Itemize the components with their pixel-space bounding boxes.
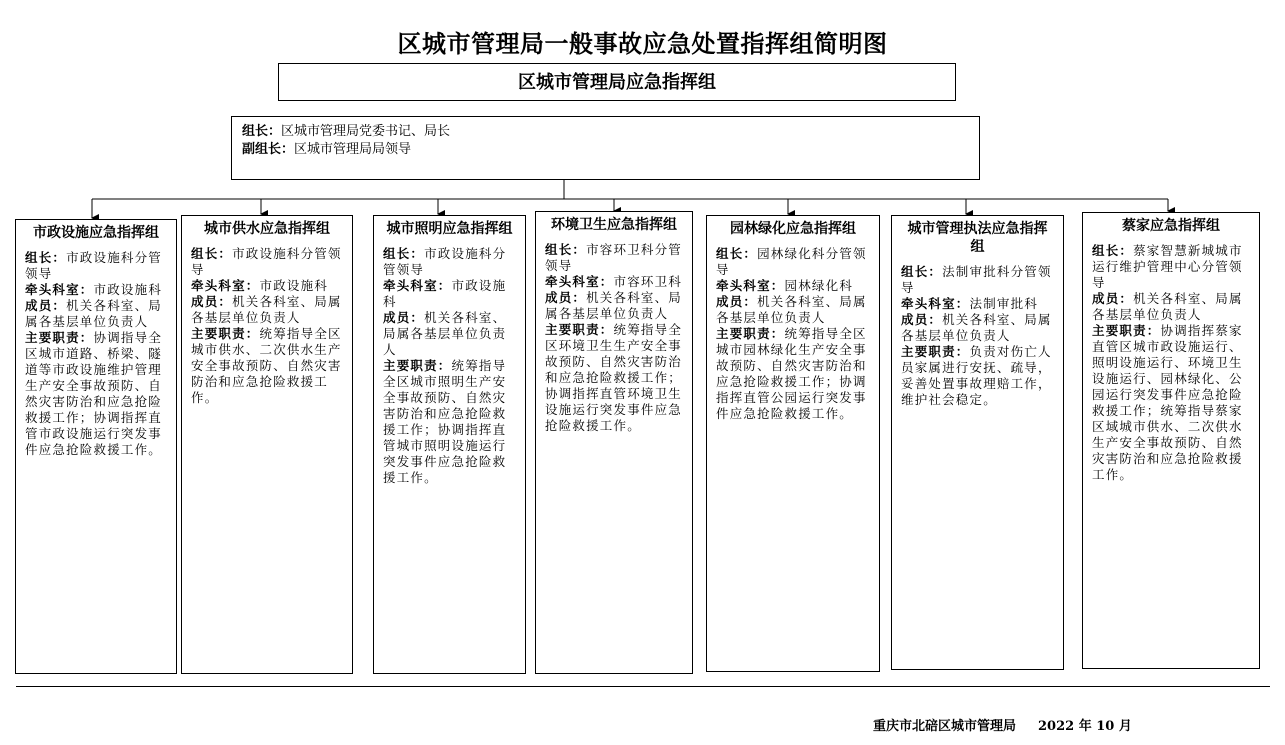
section-label: 主要职责： bbox=[25, 330, 94, 345]
section-label: 牵头科室： bbox=[901, 296, 970, 311]
leader-label: 组长： bbox=[242, 124, 282, 139]
section-text: 法制审批科分管领导 bbox=[901, 264, 1052, 295]
section-text: 统筹指导全区城市供水、二次供水生产安全事故预防、自然灾害防治和应急抢险救援工作。 bbox=[191, 326, 342, 405]
section-text: 统筹指导全区环境卫生生产安全事故预防、自然灾害防治和应急抢险救援工作；协调指挥直管环境卫生设施运行突发事件应急抢险救援工作。 bbox=[545, 322, 683, 433]
section-label: 主要职责： bbox=[1092, 323, 1161, 338]
section-text: 协调指挥蔡家直管区城市政设施运行、照明设施运行、环境卫生设施运行、园林绿化、公园运行突发事件应急抢险救援工作；统筹指导蔡家区域城市供水、二次供水生产安全事故预防、自然灾害防治和应急抢险救援工作。 bbox=[1092, 323, 1243, 482]
group-section bbox=[383, 278, 516, 310]
section-text: 市政设施科 bbox=[93, 282, 163, 297]
group-section bbox=[716, 278, 870, 294]
group-box-caijia bbox=[1082, 212, 1260, 669]
group-title: 园林绿化应急指挥组 bbox=[730, 221, 856, 237]
group-section bbox=[716, 326, 870, 422]
group-box-law-enforcement bbox=[891, 215, 1064, 670]
group-section bbox=[545, 242, 683, 274]
group-section bbox=[383, 246, 516, 278]
section-text: 机关各科室、局属各基层单位负责人 bbox=[901, 312, 1052, 343]
section-text: 市政设施科分管领导 bbox=[191, 246, 342, 277]
group-title: 蔡家应急指挥组 bbox=[1122, 218, 1220, 234]
section-text: 机关各科室、局属各基层单位负责人 bbox=[191, 294, 342, 325]
section-text: 机关各科室、局属各基层单位负责人 bbox=[383, 310, 507, 357]
section-text: 园林绿化科分管领导 bbox=[716, 246, 867, 277]
section-text: 机关各科室、局属各基层单位负责人 bbox=[25, 298, 163, 329]
group-title: 环境卫生应急指挥组 bbox=[551, 217, 677, 233]
section-label: 成员： bbox=[716, 294, 758, 309]
group-section bbox=[191, 278, 343, 294]
group-section bbox=[545, 274, 683, 290]
section-text: 市政设施科分管领导 bbox=[25, 250, 163, 281]
group-section bbox=[191, 246, 343, 278]
section-label: 成员： bbox=[25, 298, 67, 313]
group-section bbox=[191, 294, 343, 326]
section-text: 市容环卫科分管领导 bbox=[545, 242, 683, 273]
section-label: 牵头科室： bbox=[716, 278, 785, 293]
section-label: 主要职责： bbox=[545, 322, 614, 337]
section-text: 负责对伤亡人员家属进行安抚、疏导，妥善处置事故理赔工作，维护社会稳定。 bbox=[901, 344, 1052, 407]
section-text: 蔡家智慧新城城市运行维护管理中心分管领导 bbox=[1092, 243, 1243, 290]
group-section bbox=[545, 322, 683, 434]
group-title: 城市管理执法应急指挥组 bbox=[907, 221, 1048, 255]
group-section bbox=[901, 296, 1054, 312]
section-label: 组长： bbox=[545, 242, 587, 257]
group-section bbox=[716, 294, 870, 326]
section-text: 法制审批科 bbox=[969, 296, 1039, 311]
group-section bbox=[383, 358, 516, 486]
group-section bbox=[25, 298, 167, 330]
section-label: 成员： bbox=[191, 294, 233, 309]
section-label: 成员： bbox=[1092, 291, 1134, 306]
group-title: 城市供水应急指挥组 bbox=[204, 221, 330, 237]
section-label: 牵头科室： bbox=[25, 282, 94, 297]
group-box-lighting bbox=[373, 215, 526, 674]
section-label: 主要职责： bbox=[383, 358, 452, 373]
group-section bbox=[1092, 291, 1250, 323]
section-label: 主要职责： bbox=[716, 326, 785, 341]
footer-org: 重庆市北碚区城市管理局 bbox=[873, 719, 1017, 734]
group-section bbox=[901, 344, 1054, 408]
section-label: 主要职责： bbox=[191, 326, 260, 341]
deputy-value: 区城市管理局局领导 bbox=[294, 142, 412, 157]
section-text: 统筹指导全区城市照明生产安全事故预防、自然灾害防治和应急抢险救援工作；协调指挥直管城市照明设施运行突发事件应急抢险救援工作。 bbox=[383, 358, 507, 485]
group-box-landscaping bbox=[706, 215, 880, 672]
group-title: 市政设施应急指挥组 bbox=[33, 225, 159, 241]
group-title: 城市照明应急指挥组 bbox=[386, 221, 513, 237]
footer-divider bbox=[16, 686, 1270, 687]
section-text: 市政设施科 bbox=[383, 278, 507, 309]
group-section bbox=[901, 264, 1054, 296]
footer bbox=[873, 715, 1132, 734]
section-text: 机关各科室、局属各基层单位负责人 bbox=[545, 290, 683, 321]
hq-box: 区城市管理局应急指挥组 bbox=[278, 63, 956, 101]
section-text: 机关各科室、局属各基层单位负责人 bbox=[716, 294, 867, 325]
section-text: 市容环卫科 bbox=[613, 274, 683, 289]
section-label: 成员： bbox=[901, 312, 943, 327]
group-section bbox=[1092, 243, 1250, 291]
section-label: 牵头科室： bbox=[545, 274, 614, 289]
section-text: 统筹指导全区城市园林绿化生产安全事故预防、自然灾害防治和应急抢险救援工作；协调指挥直管公园运行突发事件应急抢险救援工作。 bbox=[716, 326, 867, 421]
group-section bbox=[545, 290, 683, 322]
group-section bbox=[191, 326, 343, 406]
section-label: 成员： bbox=[545, 290, 587, 305]
section-label: 组长： bbox=[383, 246, 425, 261]
group-box-water-supply bbox=[181, 215, 353, 674]
section-text: 园林绿化科 bbox=[784, 278, 854, 293]
section-text: 机关各科室、局属各基层单位负责人 bbox=[1092, 291, 1243, 322]
group-box-sanitation bbox=[535, 211, 693, 674]
section-label: 组长： bbox=[716, 246, 758, 261]
group-section bbox=[25, 282, 167, 298]
group-section bbox=[25, 330, 167, 458]
deputy-label: 副组长： bbox=[242, 142, 295, 157]
group-section bbox=[1092, 323, 1250, 483]
leader-value: 区城市管理局党委书记、局长 bbox=[281, 124, 451, 139]
section-label: 牵头科室： bbox=[383, 278, 452, 293]
footer-date: 2022 年 10 月 bbox=[1038, 719, 1132, 734]
group-section bbox=[383, 310, 516, 358]
group-section bbox=[25, 250, 167, 282]
group-box-municipal-facilities bbox=[15, 219, 177, 674]
section-label: 组长： bbox=[191, 246, 233, 261]
section-label: 成员： bbox=[383, 310, 425, 325]
section-label: 组长： bbox=[25, 250, 67, 265]
section-label: 组长： bbox=[901, 264, 943, 279]
section-label: 主要职责： bbox=[901, 344, 970, 359]
section-text: 协调指导全区城市道路、桥梁、隧道等市政设施维护管理生产安全事故预防、自然灾害防治和应急抢险救援工作；协调指挥直管市政设施运行突发事件应急抢险救援工作。 bbox=[25, 330, 163, 457]
section-label: 组长： bbox=[1092, 243, 1134, 258]
group-section bbox=[901, 312, 1054, 344]
section-text: 市政设施科 bbox=[259, 278, 329, 293]
group-section bbox=[716, 246, 870, 278]
chart-title: 区城市管理局一般事故应急处置指挥组简明图 bbox=[397, 30, 888, 58]
section-text: 市政设施科分管领导 bbox=[383, 246, 507, 277]
section-label: 牵头科室： bbox=[191, 278, 260, 293]
